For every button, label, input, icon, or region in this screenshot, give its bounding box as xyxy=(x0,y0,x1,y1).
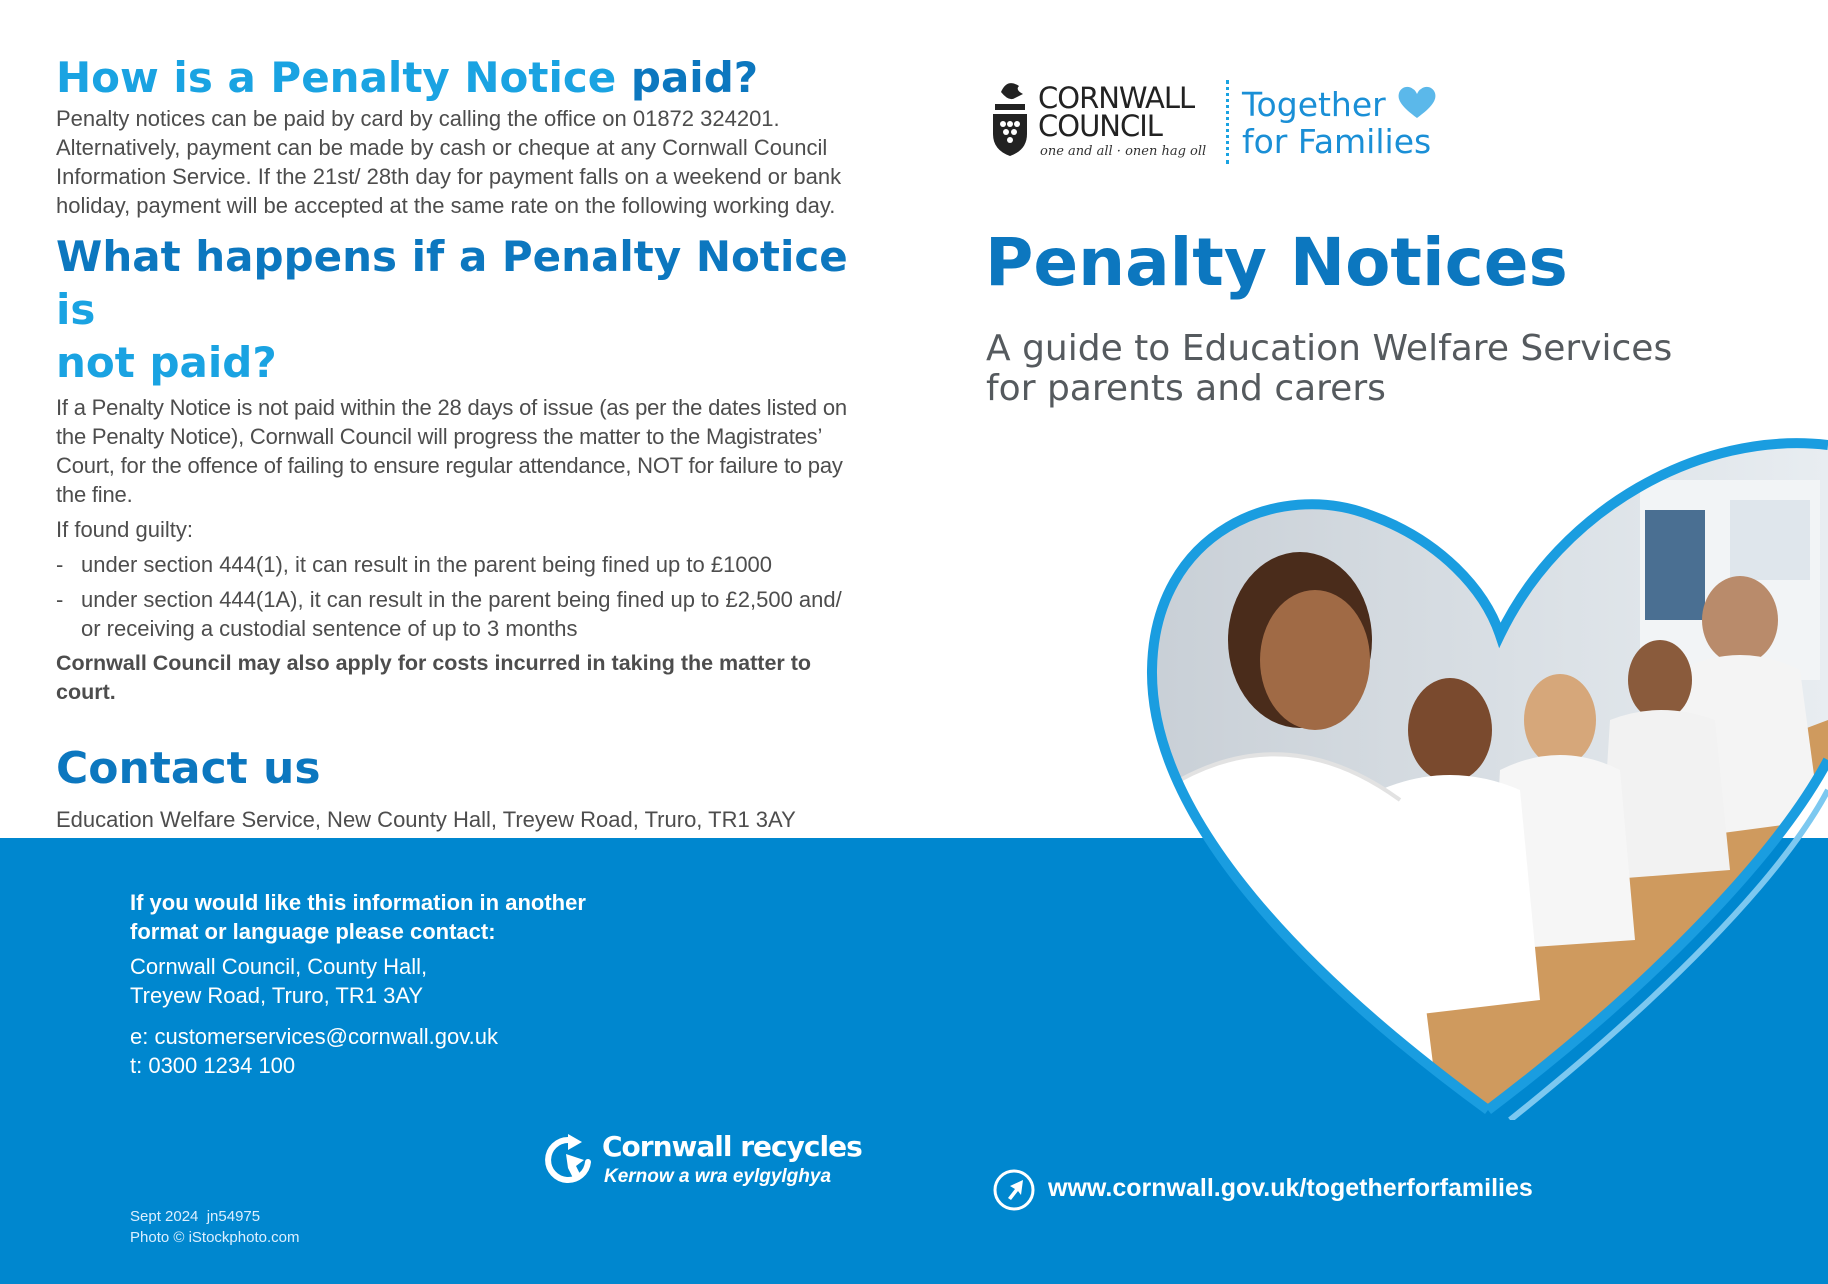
alt-format-address xyxy=(130,952,650,1010)
tff-line1 xyxy=(1242,84,1438,123)
date-code: Sept 2024 jn54975 xyxy=(130,1208,261,1225)
logo-divider xyxy=(1226,80,1229,164)
costs-note: Cornwall Council may also apply for costs incurred in taking the matter to court. xyxy=(56,651,812,704)
list-item xyxy=(56,550,866,579)
list-item-text: under section 444(1A), it can result in the parent being fined up to £2,500 and/ or receiving a custodial sentence of up to 3 months xyxy=(81,587,842,641)
alt-format-block xyxy=(130,888,650,1080)
bullet-marker: - xyxy=(56,587,64,612)
photo-credit: Photo © iStockphoto.com xyxy=(130,1229,300,1246)
recycles-logo xyxy=(538,1130,862,1190)
not-paid-heading-part1: What happens if a Penalty Notice xyxy=(56,232,848,281)
alt-format-heading-line2: format or language please contact: xyxy=(130,919,496,944)
website-link-row[interactable] xyxy=(992,1166,1612,1212)
students-heart-photo xyxy=(1140,420,1828,1120)
list-item-text: under section 444(1), it can result in the parent being fined up to £1000 xyxy=(81,552,773,577)
alt-format-heading-line1: If you would like this information in another xyxy=(130,890,586,915)
left-column xyxy=(56,50,866,898)
customer-email-link[interactable]: e: customerservices@cornwall.gov.uk xyxy=(130,1024,498,1049)
cover-subtitle-line1: A guide to Education Welfare Services xyxy=(986,328,1673,369)
alt-format-address-line1: Cornwall Council, County Hall, xyxy=(130,954,428,979)
recycles-subtitle: Kernow a wra eylgylghya xyxy=(604,1166,832,1187)
contact-heading: Contact us xyxy=(56,743,321,794)
payment-body: Penalty notices can be paid by card by calling the office on 01872 324201. Alternatively, payment can be made by cash or cheque at any Cornwall Council Information Service. If the 21st/ 28th day for payment falls on a weekend or bank holiday, payment will be accepted at the same rate on the following working day. xyxy=(56,106,842,218)
alt-format-heading xyxy=(130,888,650,946)
payment-heading-part2: paid? xyxy=(630,53,759,102)
print-info xyxy=(130,1206,299,1248)
tff-text-2: for Families xyxy=(1242,122,1432,161)
contact-address: Education Welfare Service, New County Hall, Treyew Road, Truro, TR1 3AY xyxy=(56,807,796,832)
if-found-guilty: If found guilty: xyxy=(56,517,193,542)
not-paid-heading-line2: not paid? xyxy=(56,338,277,387)
payment-heading xyxy=(56,50,866,106)
council-name-line2: COUNCIL xyxy=(1038,109,1162,143)
recycles-title: Cornwall recycles xyxy=(602,1130,862,1163)
cover-subtitle xyxy=(986,329,1672,409)
list-item xyxy=(56,585,866,643)
not-paid-heading xyxy=(56,230,876,389)
council-wordmark xyxy=(1038,81,1195,143)
council-motto: one and all · onen hag oll xyxy=(1040,144,1207,159)
council-name-line1: CORNWALL xyxy=(1038,81,1195,115)
recycle-icon xyxy=(538,1132,598,1188)
penalty-list xyxy=(56,550,866,643)
alt-format-address-line2: Treyew Road, Truro, TR1 3AY xyxy=(130,983,424,1008)
pointer-icon xyxy=(992,1168,1036,1212)
not-paid-body: If a Penalty Notice is not paid within the 28 days of issue (as per the dates listed on the Penalty Notice), Cornwall Council will progress the matter to the Magistrates’ Court, for the offence of failing to ensure regular attendance, NOT for failure to pay the fine. xyxy=(56,395,847,507)
council-crest-icon xyxy=(985,76,1035,160)
tff-text-1: Together xyxy=(1242,85,1386,124)
website-link[interactable]: www.cornwall.gov.uk/togetherforfamilies xyxy=(1048,1174,1533,1202)
together-for-families-logo xyxy=(1242,84,1438,160)
not-paid-heading-part2: is xyxy=(56,285,96,334)
cover-title: Penalty Notices xyxy=(985,224,1568,301)
cover-subtitle-line2: for parents and carers xyxy=(986,368,1386,409)
heart-icon xyxy=(1396,84,1438,120)
payment-heading-part1: How is a Penalty Notice xyxy=(56,53,617,102)
customer-phone-link[interactable]: t: 0300 1234 100 xyxy=(130,1053,296,1078)
bullet-marker: - xyxy=(56,552,64,577)
alt-format-contact xyxy=(130,1022,650,1080)
